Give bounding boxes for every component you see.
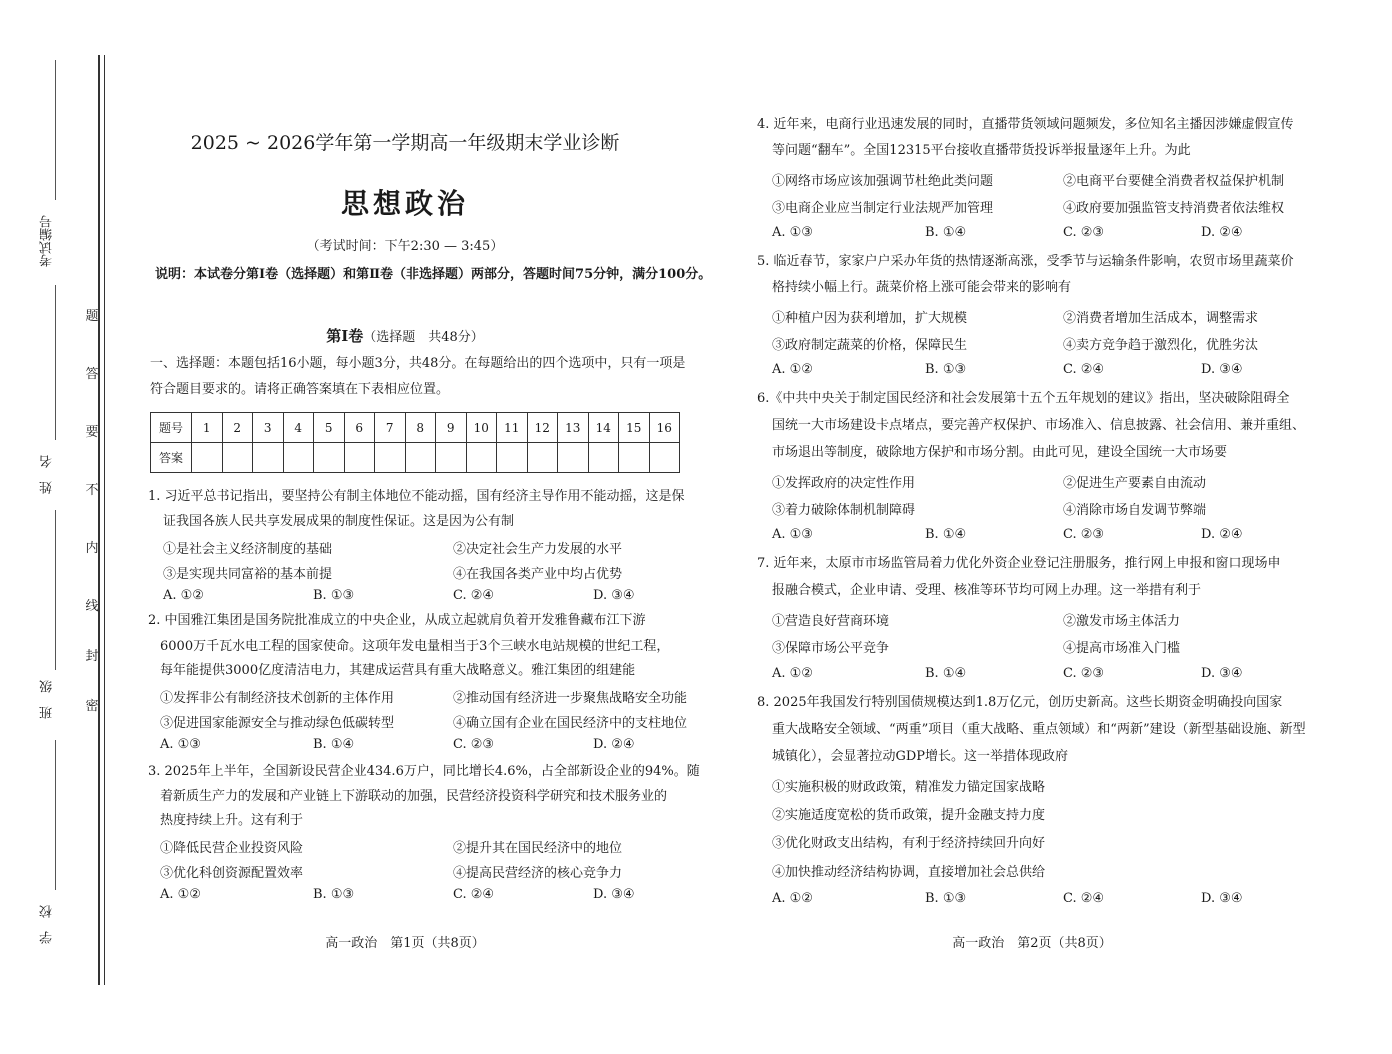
choice-d[interactable]: D. ③④ [1201, 666, 1243, 681]
section-title-main: 第Ⅰ卷 [326, 327, 364, 345]
choice-a[interactable]: A. ①② [160, 887, 201, 902]
choice-b[interactable]: B. ①④ [925, 225, 967, 240]
statement-option: ②推动国有经济进一步聚焦战略安全功能 [453, 691, 688, 706]
statement-option: ④确立国有企业在国民经济中的支柱地位 [453, 716, 688, 731]
answer-cell[interactable] [527, 443, 558, 473]
class-line [55, 510, 56, 670]
statement-option: ①实施积极的财政政策，精准发力锚定国家战略 [772, 780, 1046, 795]
choice-a[interactable]: A. ①③ [772, 225, 813, 240]
answer-table-row-label: 答案 [151, 443, 192, 473]
statement-option: ①发挥非公有制经济技术创新的主体作用 [160, 691, 395, 706]
question-stem-line: 6.《中共中央关于制定国民经济和社会发展第十五个五年规划的建议》指出，坚决破除阻碍全 [757, 391, 1290, 406]
question-stem-line: 2. 中国雅江集团是国务院批准成立的中央企业，从成立起就肩负着开发雅鲁藏布江下游 [148, 613, 646, 628]
seal-char: 内 [85, 541, 99, 556]
page-footer: 高一政治 第1页（共8页） [325, 936, 485, 951]
choice-a[interactable]: A. ①③ [160, 737, 201, 752]
statement-option: ③保障市场公平竞争 [772, 641, 890, 656]
question-stem-line: 证我国各族人民共享发展成果的制度性保证。这是因为公有制 [163, 514, 515, 529]
seal-char: 不 [85, 483, 99, 498]
statement-option: ②消费者增加生活成本，调整需求 [1063, 311, 1259, 326]
question-number-cell: 1 [192, 413, 223, 443]
statement-option: ④加快推动经济结构协调，直接增加社会总供给 [772, 865, 1046, 880]
page-footer: 高一政治 第2页（共8页） [952, 936, 1112, 951]
answer-cell[interactable] [649, 443, 680, 473]
statement-option: ③是实现共同富裕的基本前提 [163, 567, 333, 582]
school-line [55, 740, 56, 890]
school-label: 学 校 [39, 905, 55, 944]
answer-cell[interactable] [619, 443, 650, 473]
statement-option: ①网络市场应该加强调节杜绝此类问题 [772, 174, 994, 189]
choice-c[interactable]: C. ②③ [1063, 225, 1105, 240]
question-number-cell: 4 [283, 413, 314, 443]
question-stem-line: 1. 习近平总书记指出，要坚持公有制主体地位不能动摇，国有经济主导作用不能动摇，这是保 [148, 489, 685, 504]
question-number-cell: 5 [314, 413, 345, 443]
question-stem-line: 重大战略安全领域、“两重”项目（重大战略、重点领域）和“两新”建设（新型基础设施、新型 [772, 722, 1306, 737]
seal-char: 答 [85, 367, 99, 382]
statement-option: ③促进国家能源安全与推动绿色低碳转型 [160, 716, 395, 731]
question-number-cell: 13 [558, 413, 589, 443]
statement-option: ②决定社会生产力发展的水平 [453, 542, 623, 557]
question-stem-line: 6000万千瓦水电工程的国家使命。这项年发电量相当于3个三峡水电站规模的世纪工程， [160, 639, 670, 654]
choice-c[interactable]: C. ②④ [453, 588, 495, 603]
question-stem-line: 等问题“翻车”。全国12315平台接收直播带货投诉举报量逐年上升。为此 [772, 143, 1191, 158]
choice-d[interactable]: D. ③④ [593, 588, 635, 603]
statement-option: ③电商企业应当制定行业法规严加管理 [772, 201, 994, 216]
section-title [130, 326, 680, 348]
question-stem-line: 热度持续上升。这有利于 [160, 813, 304, 828]
answer-cell[interactable] [558, 443, 589, 473]
question-number-cell: 6 [344, 413, 375, 443]
statement-option: ④提高民营经济的核心竞争力 [453, 866, 623, 881]
statement-option: ②电商平台要健全消费者权益保护机制 [1063, 174, 1285, 189]
answer-cell[interactable] [466, 443, 497, 473]
choice-d[interactable]: D. ②④ [593, 737, 635, 752]
seal-char: 题 [85, 309, 99, 324]
answer-cell[interactable] [375, 443, 406, 473]
choice-b[interactable]: B. ①③ [925, 891, 967, 906]
question-number-cell: 9 [436, 413, 467, 443]
name-label: 姓 名 [39, 455, 55, 494]
choice-a[interactable]: A. ①② [772, 666, 813, 681]
statement-option: ③政府制定蔬菜的价格，保障民生 [772, 338, 968, 353]
statement-option: ②提升其在国民经济中的地位 [453, 841, 623, 856]
question-number-cell: 8 [405, 413, 436, 443]
section-intro-line: 一、选择题：本题包括16小题，每小题3分，共48分。在每题给出的四个选项中，只有一项是 [150, 356, 686, 371]
answer-cell[interactable] [222, 443, 253, 473]
statement-option: ①发挥政府的决定性作用 [772, 476, 916, 491]
choice-b[interactable]: B. ①③ [313, 887, 355, 902]
choice-b[interactable]: B. ①③ [313, 588, 355, 603]
question-stem-line: 5. 临近春节，家家户户采办年货的热情逐渐高涨，受季节与运输条件影响，农贸市场里蔬菜价 [757, 254, 1294, 269]
subject-title: 思想政治 [340, 187, 469, 220]
section-intro-line: 符合题目要求的。请将正确答案填在下表相应位置。 [150, 382, 450, 397]
choice-c[interactable]: C. ②④ [1063, 891, 1105, 906]
statement-option: ②实施适度宽松的货币政策，提升金融支持力度 [772, 808, 1046, 823]
exam-number-label: 考试编号 [39, 215, 55, 267]
answer-cell[interactable] [436, 443, 467, 473]
choice-c[interactable]: C. ②③ [453, 737, 495, 752]
statement-option: ④消除市场自发调节弊端 [1063, 503, 1207, 518]
answer-cell[interactable] [283, 443, 314, 473]
answer-cell[interactable] [344, 443, 375, 473]
section-title-sub: （选择题 共48分） [363, 330, 484, 345]
choice-d[interactable]: D. ③④ [1201, 891, 1243, 906]
statement-option: ③优化科创资源配置效率 [160, 866, 304, 881]
class-label: 班 级 [39, 680, 55, 719]
seal-char: 封 [85, 649, 99, 664]
choice-d[interactable]: D. ③④ [593, 887, 635, 902]
statement-option: ①降低民营企业投资风险 [160, 841, 304, 856]
answer-table-header-row [151, 413, 680, 443]
statement-option: ④在我国各类产业中均占优势 [453, 567, 623, 582]
statement-option: ④卖方竞争趋于激烈化，优胜劣汰 [1063, 338, 1259, 353]
question-number-cell: 12 [527, 413, 558, 443]
question-stem-line: 城镇化），会显著拉动GDP增长。这一举措体现政府 [772, 749, 1069, 764]
question-number-cell: 3 [253, 413, 284, 443]
choice-c[interactable]: C. ②③ [1063, 527, 1105, 542]
seal-char: 密 [85, 699, 99, 714]
question-number-cell: 2 [222, 413, 253, 443]
exam-number-line [55, 60, 56, 200]
choice-c[interactable]: C. ②③ [1063, 666, 1105, 681]
statement-option: ④提高市场准入门槛 [1063, 641, 1181, 656]
exam-note: 说明：本试卷分第Ⅰ卷（选择题）和第Ⅱ卷（非选择题）两部分，答题时间75分钟，满分100分。 [155, 267, 712, 282]
question-number-cell: 16 [649, 413, 680, 443]
question-number-cell: 15 [619, 413, 650, 443]
choice-b[interactable]: B. ①④ [925, 527, 967, 542]
binding-line-outer [98, 55, 100, 985]
answer-table-answer-row [151, 443, 680, 473]
question-stem-line: 国统一大市场建设卡点堵点，要完善产权保护、市场准入、信息披露、社会信用、兼并重组、 [772, 418, 1306, 433]
choice-a[interactable]: A. ①② [772, 362, 813, 377]
choice-a[interactable]: A. ①② [772, 891, 813, 906]
question-number-cell: 14 [588, 413, 619, 443]
statement-option: ③优化财政支出结构，有利于经济持续回升向好 [772, 836, 1046, 851]
question-stem-line: 格持续小幅上行。蔬菜价格上涨可能会带来的影响有 [772, 280, 1072, 295]
name-line [55, 285, 56, 440]
question-stem-line: 市场退出等制度，破除地方保护和市场分割。由此可见，建设全国统一大市场要 [772, 445, 1228, 460]
choice-d[interactable]: D. ②④ [1201, 527, 1243, 542]
question-number-cell: 10 [466, 413, 497, 443]
statement-option: ①是社会主义经济制度的基础 [163, 542, 333, 557]
statement-option: ②促进生产要素自由流动 [1063, 476, 1207, 491]
choice-a[interactable]: A. ①③ [772, 527, 813, 542]
exam-time: （考试时间：下午2:30 — 3:45） [306, 239, 504, 254]
answer-table-row-label: 题号 [151, 413, 192, 443]
question-number-cell: 11 [497, 413, 528, 443]
statement-option: ③着力破除体制机制障碍 [772, 503, 916, 518]
answer-cell[interactable] [314, 443, 345, 473]
question-number-cell: 7 [375, 413, 406, 443]
statement-option: ④政府要加强监管支持消费者依法维权 [1063, 201, 1285, 216]
choice-c[interactable]: C. ②④ [453, 887, 495, 902]
answer-cell[interactable] [405, 443, 436, 473]
question-stem-line: 报融合模式，企业申请、受理、核准等环节均可网上办理。这一举措有利于 [772, 583, 1202, 598]
question-stem-line: 7. 近年来，太原市市场监管局着力优化外资企业登记注册服务，推行网上申报和窗口现场申 [757, 556, 1281, 571]
choice-b[interactable]: B. ①④ [313, 737, 355, 752]
question-stem-line: 3. 2025年上半年，全国新设民营企业434.6万户，同比增长4.6%，占全部新设企业的94%。随 [148, 764, 700, 779]
answer-cell[interactable] [253, 443, 284, 473]
choice-d[interactable]: D. ③④ [1201, 362, 1243, 377]
exam-title: 2025 ~ 2026学年第一学期高一年级期末学业诊断 [190, 132, 620, 154]
statement-option: ①营造良好营商环境 [772, 614, 890, 629]
question-stem-line: 每年能提供3000亿度清洁电力，其建成运营具有重大战略意义。雅江集团的组建能 [160, 663, 636, 678]
seal-char: 线 [85, 599, 99, 614]
answer-cell[interactable] [192, 443, 223, 473]
question-stem-line: 着新质生产力的发展和产业链上下游联动的加强，民营经济投资科学研究和技术服务业的 [160, 789, 668, 804]
answer-cell[interactable] [497, 443, 528, 473]
choice-a[interactable]: A. ①② [163, 588, 204, 603]
question-stem-line: 4. 近年来，电商行业迅速发展的同时，直播带货领域问题频发，多位知名主播因涉嫌虚假宣传 [757, 117, 1294, 132]
answer-cell[interactable] [588, 443, 619, 473]
choice-b[interactable]: B. ①④ [925, 666, 967, 681]
answer-table [150, 412, 680, 473]
choice-d[interactable]: D. ②④ [1201, 225, 1243, 240]
seal-char: 要 [85, 425, 99, 440]
choice-b[interactable]: B. ①③ [925, 362, 967, 377]
statement-option: ①种植户因为获利增加，扩大规模 [772, 311, 968, 326]
question-stem-line: 8. 2025年我国发行特别国债规模达到1.8万亿元，创历史新高。这些长期资金明确投向国家 [757, 695, 1283, 710]
statement-option: ②激发市场主体活力 [1063, 614, 1181, 629]
binding-line-inner [104, 55, 105, 985]
choice-c[interactable]: C. ②④ [1063, 362, 1105, 377]
